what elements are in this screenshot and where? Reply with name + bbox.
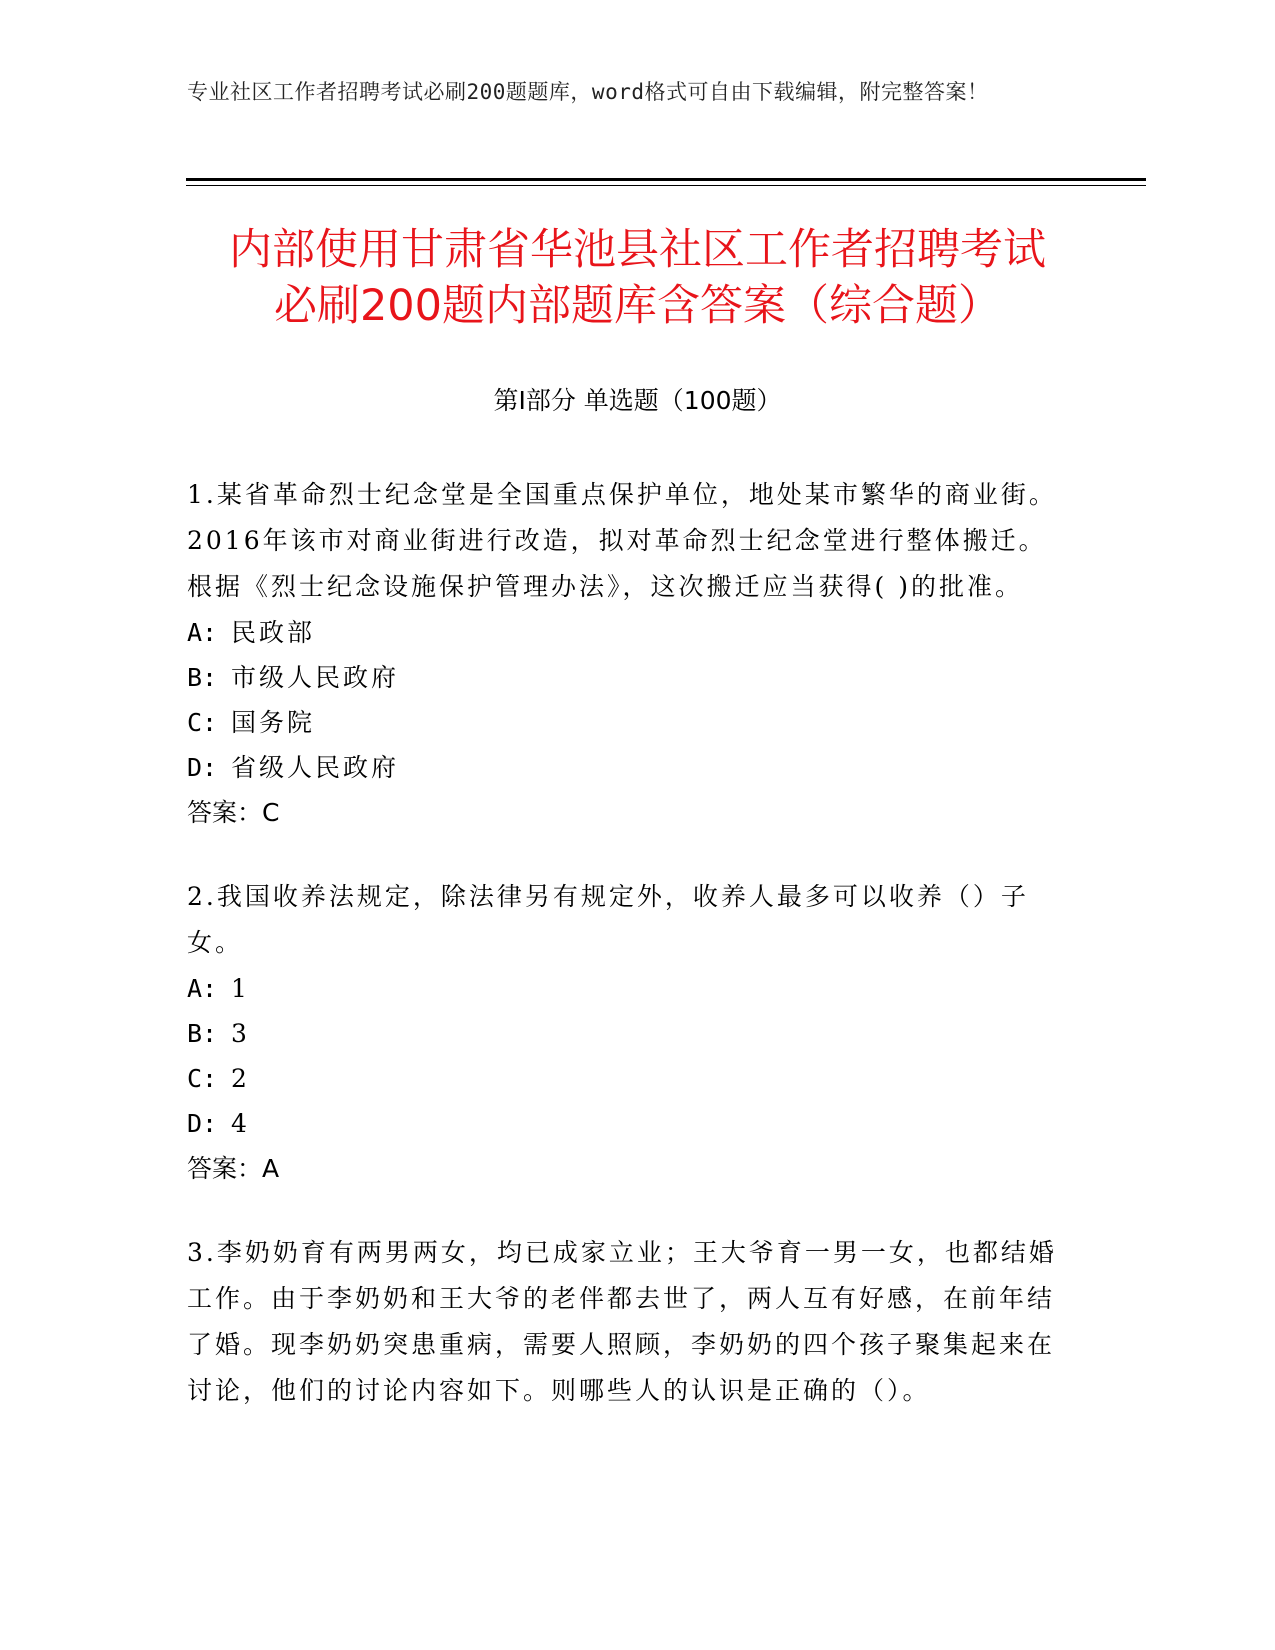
option-b [187,655,1067,700]
document-title [150,222,1125,334]
option-text: 民政部 [231,618,316,647]
question-2 [187,874,1067,1192]
question-stem: 1.某省革命烈士纪念堂是全国重点保护单位，地处某市繁华的商业街。2016年该市对商业街进行改造，拟对革命烈士纪念堂进行整体搬迁。根据《烈士纪念设施保护管理办法》，这次搬迁应当获得( )的批准。 [187,480,1057,601]
answer-label: 答案： [187,798,263,827]
option-c [187,700,1067,745]
option-letter: C: [187,1064,218,1093]
question-3 [187,1230,1067,1414]
option-letter: A: [187,618,218,647]
option-letter: C: [187,708,218,737]
answer-value: C [262,798,280,827]
option-b [187,1011,1067,1056]
answer-label: 答案： [187,1154,263,1183]
section-title: 第Ⅰ部分 单选题（100题） [493,386,782,415]
option-letter: B: [187,1019,218,1048]
option-c [187,1056,1067,1101]
option-text: 国务院 [231,708,316,737]
question-stem: 2.我国收养法规定，除法律另有规定外，收养人最多可以收养（）子女。 [187,882,1029,957]
header-rule-thin [186,185,1146,186]
option-a [187,610,1067,655]
answer-line [187,1146,1067,1192]
option-text: 2 [231,1064,250,1093]
document-title-line-1: 内部使用甘肃省华池县社区工作者招聘考试 [229,225,1046,275]
header-rule-thick [186,178,1146,181]
option-letter: B: [187,663,218,692]
option-text: 1 [231,974,250,1003]
question-list [187,472,1067,1452]
option-letter: D: [187,1109,218,1138]
option-text: 4 [231,1109,250,1138]
option-text: 市级人民政府 [231,663,400,692]
option-text: 省级人民政府 [231,753,400,782]
answer-value: A [262,1154,280,1183]
option-letter: A: [187,974,218,1003]
option-a [187,966,1067,1011]
question-stem: 3.李奶奶育有两男两女，均已成家立业；王大爷育一男一女，也都结婚工作。由于李奶奶和王大爷的老伴都去世了，两人互有好感，在前年结了婚。现李奶奶突患重病，需要人照顾，李奶奶的四个孩子聚集起来在讨论，他们的讨论内容如下。则哪些人的认识是正确的（）。 [187,1238,1057,1405]
header-note: 专业社区工作者招聘考试必刷200题题库，word格式可自由下载编辑，附完整答案！ [187,80,989,104]
answer-line [187,790,1067,836]
document-title-line-2: 必刷200题内部题库含答案（综合题） [273,281,1002,331]
option-d [187,745,1067,790]
question-1 [187,472,1067,836]
option-d [187,1101,1067,1146]
option-text: 3 [231,1019,250,1048]
option-letter: D: [187,753,218,782]
